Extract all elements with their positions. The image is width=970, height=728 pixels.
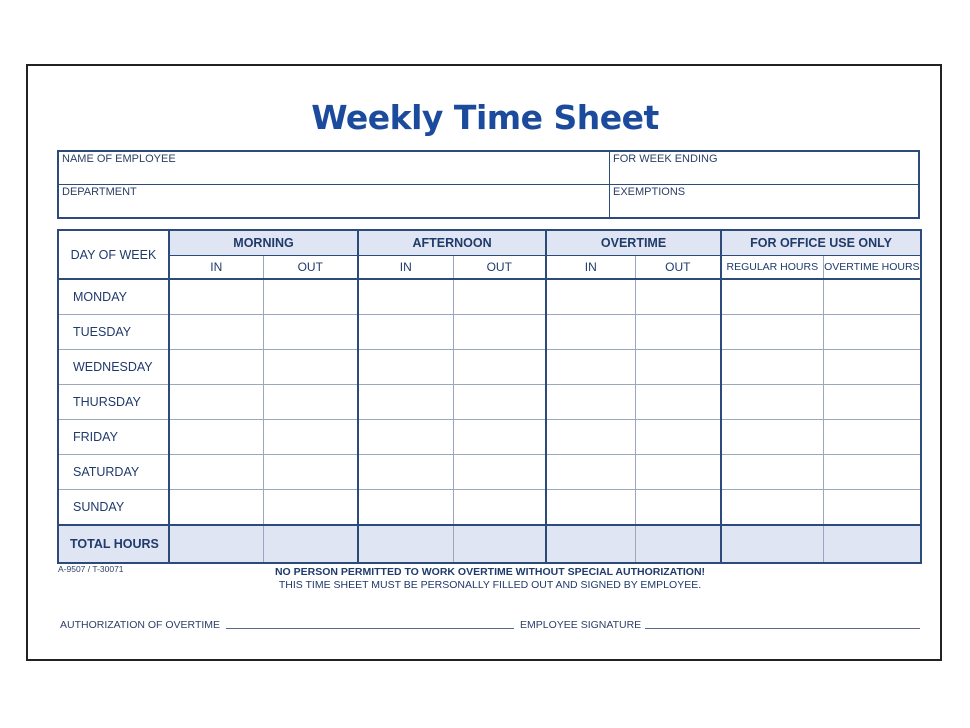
employee-info-box [57,150,920,219]
page-title: Weekly Time Sheet [311,98,659,137]
regular-hours-cell[interactable] [721,420,823,455]
morning-in-cell[interactable] [169,490,263,526]
overtime-out-cell[interactable] [635,420,721,455]
morning-in-cell[interactable] [169,420,263,455]
total-hours-label: TOTAL HOURS [58,525,169,563]
day-label: THURSDAY [58,385,169,420]
afternoon-out-header: OUT [453,256,546,280]
overtime-hours-cell[interactable] [823,350,921,385]
overtime-in-cell[interactable] [546,315,635,350]
day-label: SUNDAY [58,490,169,526]
day-row [58,455,921,490]
regular-hours-cell[interactable] [721,455,823,490]
day-row [58,315,921,350]
morning-in-cell[interactable] [169,279,263,315]
day-row [58,279,921,315]
afternoon-in-cell[interactable] [358,350,453,385]
overtime-hours-cell[interactable] [823,385,921,420]
afternoon-out-cell[interactable] [453,490,546,526]
signature-notice: THIS TIME SHEET MUST BE PERSONALLY FILLED OUT AND SIGNED BY EMPLOYEE. [278,579,702,591]
morning-out-cell[interactable] [263,350,358,385]
afternoon-in-cell[interactable] [358,455,453,490]
overtime-hours-cell[interactable] [823,490,921,526]
office-use-header: FOR OFFICE USE ONLY [721,230,921,256]
morning-out-cell[interactable] [263,385,358,420]
overtime-out-cell[interactable] [635,490,721,526]
employee-signature-line[interactable] [645,628,920,629]
morning-in-header: IN [169,256,263,280]
morning-out-cell[interactable] [263,315,358,350]
afternoon-header: AFTERNOON [358,230,546,256]
total-overtime-in-cell[interactable] [546,525,635,563]
overtime-hours-cell[interactable] [823,420,921,455]
day-of-week-header: DAY OF WEEK [58,230,169,279]
day-label: MONDAY [58,279,169,315]
regular-hours-cell[interactable] [721,350,823,385]
total-overtime-hours-cell[interactable] [823,525,921,563]
total-afternoon-out-cell[interactable] [453,525,546,563]
total-overtime-out-cell[interactable] [635,525,721,563]
afternoon-out-cell[interactable] [453,350,546,385]
department-label: DEPARTMENT [62,186,137,198]
overtime-in-cell[interactable] [546,350,635,385]
afternoon-in-cell[interactable] [358,490,453,526]
regular-hours-cell[interactable] [721,385,823,420]
afternoon-in-cell[interactable] [358,315,453,350]
total-row [58,525,921,563]
overtime-out-header: OUT [635,256,721,280]
morning-in-cell[interactable] [169,350,263,385]
time-table [57,229,922,564]
overtime-in-cell[interactable] [546,490,635,526]
morning-out-cell[interactable] [263,455,358,490]
overtime-in-cell[interactable] [546,420,635,455]
overtime-in-cell[interactable] [546,455,635,490]
day-row [58,385,921,420]
overtime-out-cell[interactable] [635,385,721,420]
week-ending-field[interactable] [610,152,920,184]
day-row [58,420,921,455]
employee-signature-label: EMPLOYEE SIGNATURE [520,619,642,631]
afternoon-out-cell[interactable] [453,420,546,455]
overtime-out-cell[interactable] [635,279,721,315]
overtime-hours-cell[interactable] [823,315,921,350]
afternoon-in-cell[interactable] [358,420,453,455]
authorization-label: AUTHORIZATION OF OVERTIME [60,619,221,631]
day-label: FRIDAY [58,420,169,455]
total-regular-hours-cell[interactable] [721,525,823,563]
employee-name-label: NAME OF EMPLOYEE [62,153,176,165]
regular-hours-cell[interactable] [721,315,823,350]
exemptions-label: EXEMPTIONS [613,186,686,198]
day-row [58,490,921,526]
day-label: WEDNESDAY [58,350,169,385]
morning-out-cell[interactable] [263,420,358,455]
morning-in-cell[interactable] [169,315,263,350]
morning-out-cell[interactable] [263,490,358,526]
total-morning-out-cell[interactable] [263,525,358,563]
afternoon-out-cell[interactable] [453,385,546,420]
total-afternoon-in-cell[interactable] [358,525,453,563]
overtime-hours-cell[interactable] [823,455,921,490]
afternoon-out-cell[interactable] [453,315,546,350]
overtime-in-cell[interactable] [546,279,635,315]
afternoon-in-cell[interactable] [358,279,453,315]
day-label: TUESDAY [58,315,169,350]
department-field[interactable] [59,185,609,217]
regular-hours-header: REGULAR HOURS [721,256,823,280]
afternoon-in-cell[interactable] [358,385,453,420]
afternoon-in-header: IN [358,256,453,280]
overtime-out-cell[interactable] [635,455,721,490]
overtime-header: OVERTIME [546,230,721,256]
employee-name-field[interactable] [59,152,609,184]
day-row [58,350,921,385]
morning-out-header: OUT [263,256,358,280]
overtime-hours-header: OVERTIME HOURS [823,256,921,280]
day-label: SATURDAY [58,455,169,490]
overtime-notice: NO PERSON PERMITTED TO WORK OVERTIME WITHOUT SPECIAL AUTHORIZATION! [274,566,706,578]
overtime-out-cell[interactable] [635,350,721,385]
form-number: A-9507 / T-30071 [58,564,124,574]
overtime-hours-cell[interactable] [823,279,921,315]
morning-in-cell[interactable] [169,455,263,490]
overtime-out-cell[interactable] [635,315,721,350]
regular-hours-cell[interactable] [721,490,823,526]
morning-out-cell[interactable] [263,279,358,315]
overtime-in-cell[interactable] [546,385,635,420]
exemptions-field[interactable] [610,185,920,217]
week-ending-label: FOR WEEK ENDING [613,153,718,165]
afternoon-out-cell[interactable] [453,455,546,490]
afternoon-out-cell[interactable] [453,279,546,315]
morning-header: MORNING [169,230,358,256]
morning-in-cell[interactable] [169,385,263,420]
regular-hours-cell[interactable] [721,279,823,315]
authorization-signature-line[interactable] [226,628,514,629]
total-morning-in-cell[interactable] [169,525,263,563]
overtime-in-header: IN [546,256,635,280]
